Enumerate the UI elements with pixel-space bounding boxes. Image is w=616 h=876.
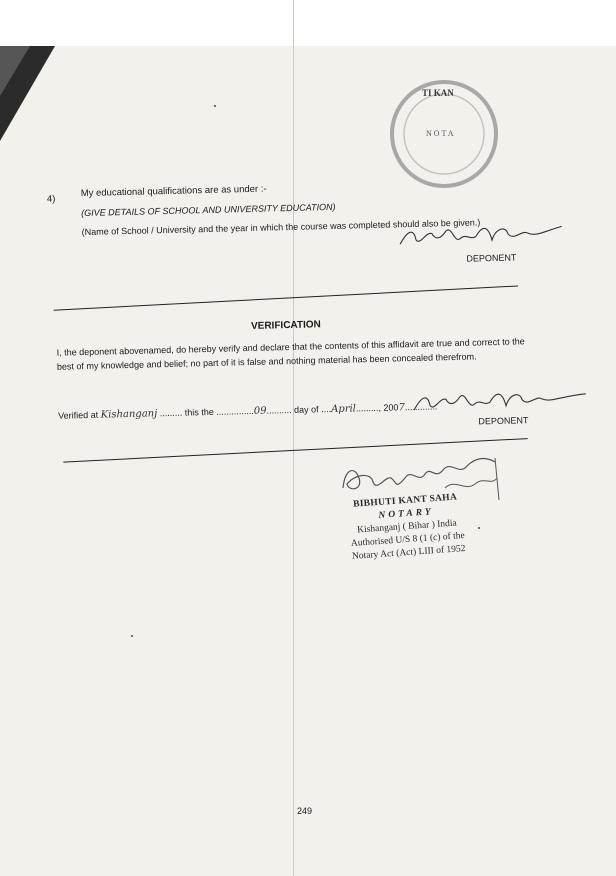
notary-seal-block <box>310 488 504 566</box>
verified-place: Kishanganj <box>100 408 158 421</box>
notary-title: NOTARY <box>378 507 434 521</box>
notary-line-2: Authorised U/S 8 (1 (c) of the <box>350 531 466 549</box>
day-of-label: day of <box>293 404 319 415</box>
item-detail: (Name of School / University and the year in which the course was completed should also be given.) <box>81 217 481 238</box>
deponent-signature-1 <box>396 218 567 252</box>
notary-line-3: Notary Act (Act) LIII of 1952 <box>351 543 466 562</box>
deponent-signature-2 <box>410 384 591 418</box>
ink-speck <box>478 527 480 529</box>
item-number: 4) <box>46 193 56 205</box>
verified-month: April <box>331 403 357 416</box>
deponent-label-2: DEPONENT <box>478 415 529 427</box>
item-heading: My educational qualifications are as under :- <box>80 183 267 200</box>
year-prefix: 200 <box>383 402 399 413</box>
divider-line-1 <box>54 285 518 311</box>
verification-line: Verified at Kishanganj ......... this the ...............09.......... day of ....April........., 2007............. <box>58 401 438 421</box>
verified-year: 7 <box>398 402 406 414</box>
stamp-top-text: TI KAN <box>422 88 454 98</box>
notary-name: BIBHUTI KANT SAHA <box>352 492 458 510</box>
dark-corner-shadow <box>0 46 60 146</box>
item-instruction: (GIVE DETAILS OF SCHOOL AND UNIVERSITY EDUCATION) <box>81 201 336 219</box>
ink-speck <box>131 635 133 637</box>
verification-body: I, the deponent abovenamed, do hereby verify and declare that the contents of this affidavit are true and correct to the best of my knowledge and belief; no part of it is false and nothing material has been concealed therefrom. <box>56 336 525 372</box>
scan-top-band <box>0 0 616 46</box>
verified-at-label: Verified at <box>58 409 99 421</box>
this-the-label: this the <box>184 406 214 418</box>
notary-line-1: Kishanganj ( Bihar ) India <box>356 518 458 536</box>
ink-speck <box>214 105 216 107</box>
verified-day: 09 <box>253 405 267 417</box>
notary-round-stamp <box>378 74 508 199</box>
page-number: 249 <box>297 806 313 816</box>
deponent-label-1: DEPONENT <box>466 252 517 264</box>
verification-title: VERIFICATION <box>250 319 321 332</box>
page-fold-line <box>293 0 294 876</box>
stamp-mid-text: NOTA <box>426 129 456 138</box>
